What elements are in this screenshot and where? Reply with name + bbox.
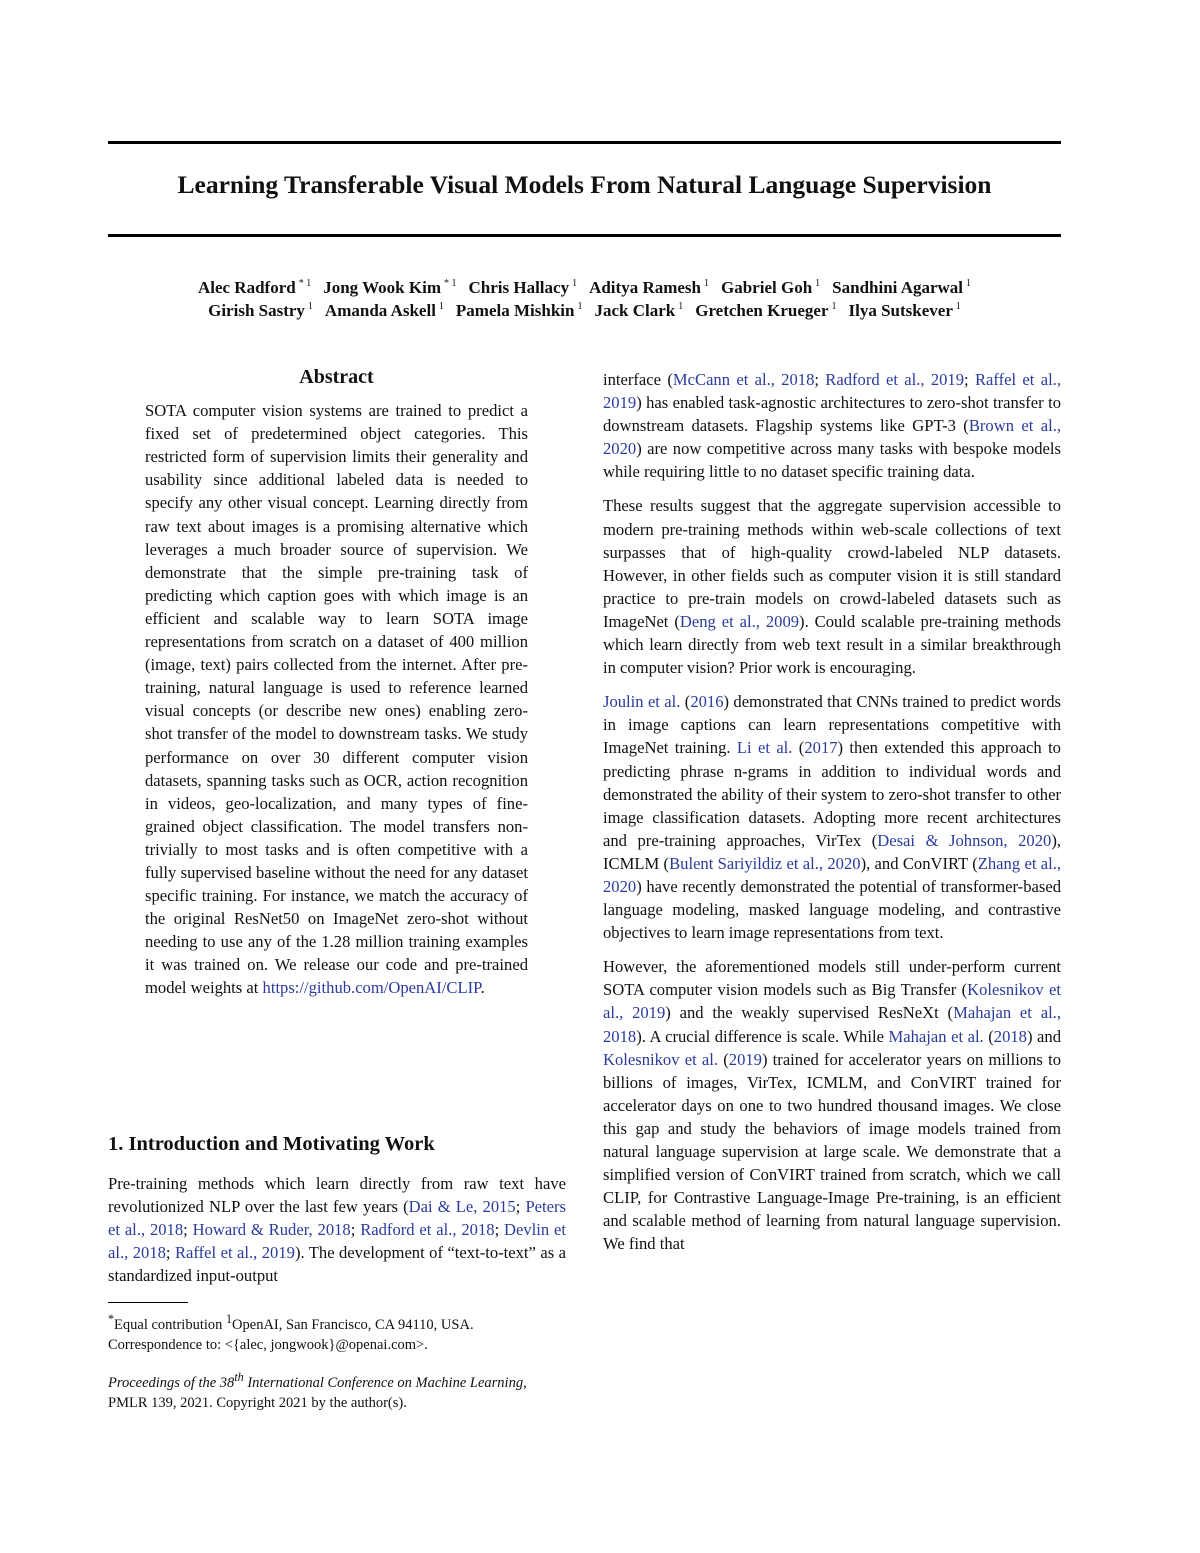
citation-link[interactable]: Devlin et al., 2018 [108, 1220, 567, 1263]
intro-paragraph: Joulin et al. (2016) demonstrated that CNNs trained to predict words in image captions can learn representations competitive with ImageNet training. Li et al. (2017) then extended this approach to predicting phrase n-grams in addition to individual words and demonstrated the ability of their system to zero-shot transfer to other image classification datasets. Adopting more recent architectures and pre-training approaches, VirTex (Desai & Johnson, 2020), ICMLM (Bulent Sariyildiz et al., 2020), and ConVIRT (Zhang et al., 2020) have recently demonstrated the potential of transformer-based language modeling, masked language modeling, and contrastive objectives to learn image representations from text. [603, 692, 1062, 943]
author-name: Ilya Sutskever $^1$ [848, 301, 961, 320]
footnotes [108, 1302, 566, 1413]
title-rule-bottom [108, 234, 1061, 237]
introduction-section [108, 1133, 566, 1299]
author-affiliation-mark: 1 [815, 278, 821, 290]
citation-link[interactable]: Radford et al., 2018 [360, 1220, 495, 1240]
proceedings-italic: Proceedings of the 38 [108, 1374, 235, 1391]
footnote-correspondence: OpenAI, San Francisco, CA 94110, USA. Correspondence to: <{alec, jongwook}@openai.com>. [108, 1316, 474, 1353]
citation-link[interactable]: 2017 [804, 738, 838, 758]
citation-link[interactable]: Radford et al., 2019 [825, 370, 965, 389]
github-link[interactable]: https://github.com/OpenAI/CLIP [262, 978, 481, 998]
abstract-section [145, 366, 528, 1011]
author-name: Sandhini Agarwal $^1$ [832, 278, 972, 297]
citation-link[interactable]: Brown et al., 2020 [603, 416, 1062, 459]
citation-link[interactable]: 2018 [993, 1026, 1027, 1046]
author-affiliation-mark: 1 [438, 301, 444, 313]
author-affiliation-mark: 1 [831, 301, 837, 313]
author-name: Amanda Askell $^1$ [324, 301, 444, 320]
abstract-body [145, 399, 528, 999]
author-name: Aditya Ramesh $^1$ [589, 278, 709, 297]
author-affiliation-mark: 1 [678, 301, 684, 313]
citation-link[interactable]: Zhang et al., 2020 [603, 853, 1062, 896]
citation-link[interactable]: Mahajan et al. [888, 1026, 984, 1046]
citation-link[interactable]: Desai & Johnson, 2020 [877, 830, 1052, 850]
author-name: Pamela Mishkin $^1$ [455, 301, 583, 320]
proceedings-conference: International Conference on Machine Learning [243, 1374, 524, 1391]
author-list-line1 [108, 278, 1061, 298]
citation-link[interactable]: Li et al. [736, 738, 793, 758]
citation-link[interactable]: Kolesnikov et al., 2019 [603, 980, 1061, 1023]
author-name: Gretchen Krueger $^1$ [695, 301, 837, 320]
citation-link[interactable]: 2019 [728, 1049, 762, 1069]
footnote-star: * [108, 1312, 115, 1326]
author-affiliation-mark: 1 [704, 278, 709, 290]
citation-link[interactable]: Kolesnikov et al. [603, 1049, 719, 1069]
author-name: Gabriel Goh $^1$ [721, 278, 821, 297]
author-name: Jack Clark $^1$ [594, 301, 684, 320]
author-affiliation-mark: * 1 [298, 278, 312, 290]
proceedings-copyright: , PMLR 139, 2021. Copyright 2021 by the author(s). [108, 1374, 527, 1411]
citation-link[interactable]: Joulin et al. [603, 692, 681, 712]
author-name: Girish Sastry $^1$ [208, 301, 313, 320]
author-affiliation-mark: 1 [577, 301, 583, 313]
author-name: Alec Radford $^{* 1}$ [197, 278, 312, 297]
author-name: Jong Wook Kim $^{* 1}$ [323, 278, 457, 297]
paper-title: Learning Transferable Visual Models From Natural Language Supervision [177, 170, 992, 199]
author-list-line2 [108, 301, 1061, 321]
author-affiliation-mark: 1 [966, 278, 972, 290]
proceedings-sup: th [234, 1369, 244, 1384]
footnote-affiliation [108, 1309, 566, 1355]
abstract-end: . [480, 978, 485, 998]
citation-link[interactable]: Raffel et al., 2019 [174, 1243, 295, 1263]
citation-link[interactable]: Mahajan et al., 2018 [603, 1003, 1061, 1046]
title-rule-top [108, 141, 1061, 144]
proceedings-note [108, 1367, 566, 1413]
intro-heading: 1. Introduction and Motivating Work [108, 1133, 435, 1155]
author-affiliation-mark: 1 [955, 301, 961, 313]
citation-link[interactable]: Raffel et al., 2019 [603, 370, 1061, 413]
abstract-text: SOTA computer vision systems are trained to predict a fixed set of predetermined object categories. This restricted form of supervision limits their generality and usability since additional labeled data is needed to specify any other visual concept. Learning directly from raw text about images is a promising alternative which leverages a much broader source of supervision. We demonstrate that the simple pre-training task of predicting which caption goes with which image is an efficient and scalable way to learn SOTA image representations from scratch on a dataset of 400 million (image, text) pairs collected from the internet. After pre-training, natural language is used to reference learned visual concepts (or describe new ones) enabling zero-shot transfer of the model to downstream tasks. We study performance on over 30 different computer vision datasets, spanning tasks such as OCR, action recognition in videos, geo-localization, and many types of fine-grained object classification. The model transfers non-trivially to most tasks and is often competitive with a fully supervised baseline without the need for any dataset specific training. For instance, we match the accuracy of the original ResNet50 on ImageNet zero-shot without needing to use any of the 1.28 million training examples it was trained on. We release our code and pre-trained model weights at [145, 401, 528, 998]
abstract-heading: Abstract [299, 366, 374, 388]
author-affiliation-mark: 1 [572, 278, 578, 290]
right-column [603, 368, 1061, 1266]
author-name: Chris Hallacy $^1$ [468, 278, 578, 297]
citation-link[interactable]: McCann et al., 2018 [672, 370, 815, 389]
intro-paragraph: interface (McCann et al., 2018; Radford et al., 2019; Raffel et al., 2019) has enabled task-agnostic architectures to zero-shot transfer to downstream datasets. Flagship systems like GPT-3 (Brown et al., 2020) are now competitive across many tasks with bespoke models while requiring little to no dataset specific training data. [603, 370, 1062, 482]
author-affiliation-mark: 1 [307, 301, 313, 313]
citation-link[interactable]: Howard & Ruder, 2018 [192, 1220, 351, 1240]
citation-link[interactable]: 2016 [690, 692, 724, 712]
citation-link[interactable]: Deng et al., 2009 [679, 611, 800, 631]
author-affiliation-mark: * 1 [443, 278, 457, 290]
intro-paragraph: These results suggest that the aggregate supervision accessible to modern pre-training methods within web-scale collections of text surpasses that of high-quality crowd-labeled NLP datasets. However, in other fields such as computer vision it is still standard practice to pre-train models on crowd-labeled datasets such as ImageNet (Deng et al., 2009). Could scalable pre-training methods which learn directly from web text result in a similar breakthrough in computer vision? Prior work is encouraging. [603, 496, 1061, 678]
footnote-affil-mark: 1 [226, 1312, 233, 1326]
intro-paragraph: However, the aforementioned models still under-perform current SOTA computer vision models such as Big Transfer (Kolesnikov et al., 2019) and the weakly supervised ResNeXt (Mahajan et al., 2018). A crucial difference is scale. While Mahajan et al. (2018) and Kolesnikov et al. (2019) trained for accelerator years on millions to billions of images, VirTex, ICMLM, and ConVIRT trained for accelerator days on one to two hundred thousand images. We close this gap and study the behaviors of image models trained from natural language supervision at large scale. We demonstrate that a simplified version of ConVIRT trained from scratch, which we call CLIP, for Contrastive Language-Image Pre-training, is an efficient and scalable method of learning from natural language supervision. We find that [603, 957, 1061, 1254]
intro-paragraph: Pre-training methods which learn directly from raw text have revolutionized NLP over the last few years (Dai & Le, 2015; Peters et al., 2018; Howard & Ruder, 2018; Radford et al., 2018; Devlin et al., 2018; Raffel et al., 2019). The development of “text-to-text” as a standardized input-output [108, 1174, 567, 1286]
citation-link[interactable]: Bulent Sariyildiz et al., 2020 [669, 853, 861, 873]
footnote-equal-contribution: Equal contribution [114, 1316, 226, 1333]
citation-link[interactable]: Dai & Le, 2015 [408, 1197, 516, 1217]
citation-link[interactable]: Peters et al., 2018 [108, 1197, 567, 1240]
